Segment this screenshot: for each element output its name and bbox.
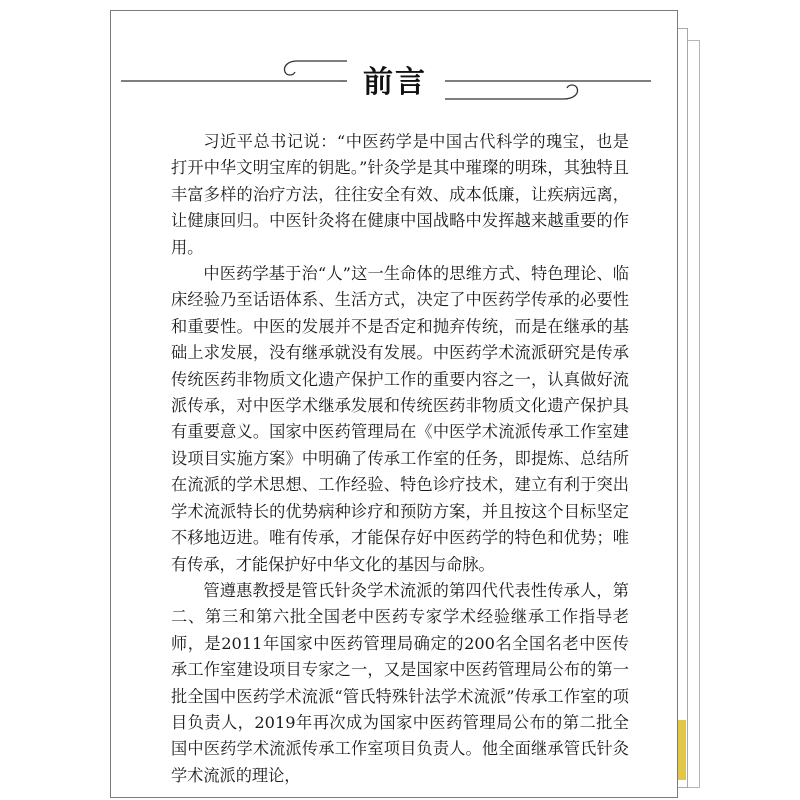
- paragraph: 习近平总书记说：“中医药学是中国古代科学的瑰宝，也是打开中华文明宝库的钥匙。”针灸学是其中璀璨的明珠，其独特且丰富多样的治疗方法，往往安全有效、成本低廉，让疾病远离，让健康回归。中医针灸将在健康中国战略中发挥越来越重要的作用。: [171, 132, 629, 257]
- title-banner: [111, 47, 679, 117]
- document-page: [110, 10, 678, 798]
- page-title: 前言: [363, 65, 427, 100]
- paragraph: 中医药学基于治“人”这一生命体的思维方式、特色理论、临床经验乃至话语体系、生活方式，决定了中医药学传承的必要性和重要性。中医的发展并不是否定和抛弃传统，而是在继承的基础上求发展，没有继承就没有发展。中医药学术流派研究是传承传统医药非物质文化遗产保护工作的重要内容之一，认真做好流派传承，对中医学术继承发展和传统医药非物质文化遗产保护具有重要意义。国家中医药管理局在《中医学术流派传承工作室建设项目实施方案》中明确了传承工作室的任务，即提炼、总结所在流派的学术思想、工作经验、特色诊疗技术，建立有利于突出学术流派特长的优势病种诊疗和预防方案，并且按这个目标坚定不移地迈进。唯有传承，才能保存好中医药学的特色和优势；唯有传承，才能保护好中华文化的基因与命脉。: [171, 264, 629, 574]
- body-text: [171, 129, 629, 789]
- paragraph: 管遵惠教授是管氏针灸学术流派的第四代代表性传承人，第二、第三和第六批全国老中医药专家学术经验继承工作指导老师，是2011年国家中医药管理局确定的200名全国名老中医传承工作室建设项目专家之一，又是国家中医药管理局公布的第一批全国中医药学术流派“管氏特殊针法学术流派”传承工作室的项目负责人，2019年再次成为国家中医药管理局公布的第二批全国中医药学术流派传承工作室项目负责人。他全面继承管氏针灸学术流派的理论，: [171, 580, 629, 785]
